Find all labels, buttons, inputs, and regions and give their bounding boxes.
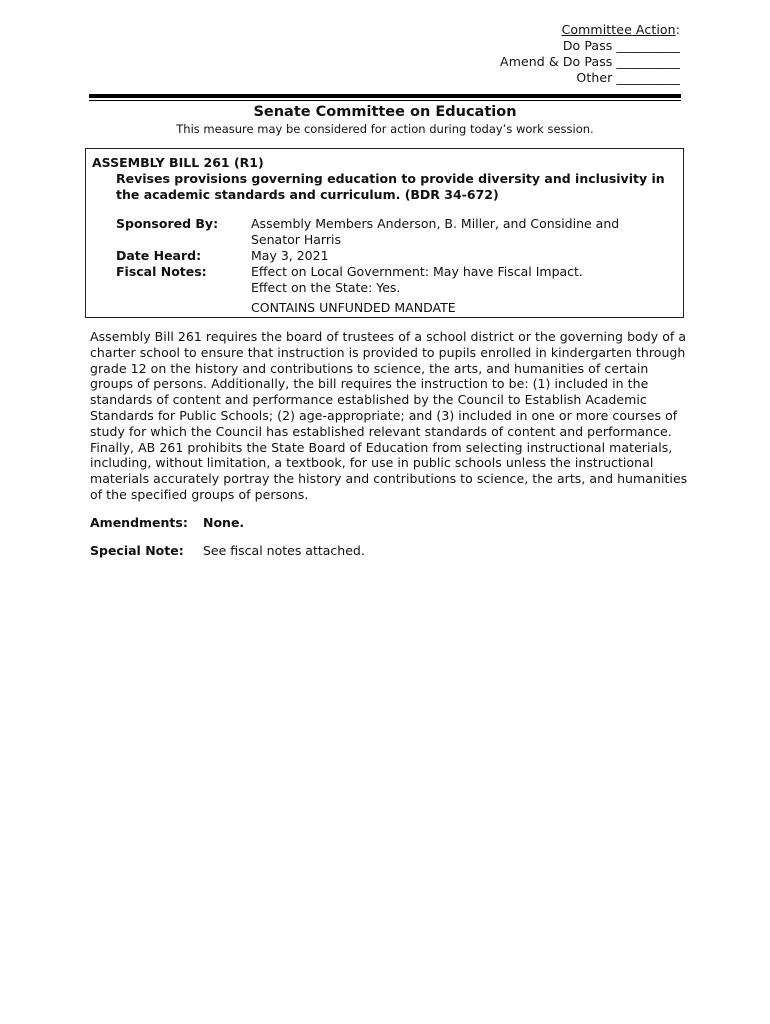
- amendments-label: Amendments:: [90, 515, 188, 530]
- amendments-value: None.: [203, 515, 245, 530]
- bill-number: ASSEMBLY BILL 261 (R1): [92, 155, 264, 170]
- do-pass-line: Do Pass __________: [562, 38, 680, 53]
- special-note-value: See fiscal notes attached.: [203, 543, 365, 558]
- bill-summary: Revises provisions governing education to provide diversity and inclusivity in the academic standards and curriculum. (BDR 34-672): [116, 171, 665, 202]
- sponsored-by-label: Sponsored By:: [116, 216, 219, 231]
- sponsored-by-value: [251, 216, 619, 248]
- date-heard-label: Date Heard:: [116, 248, 202, 263]
- committee-action-heading: [500, 22, 680, 38]
- committee-action-block: [500, 22, 680, 86]
- measure-note: This measure may be considered for action during today’s work session.: [176, 122, 594, 136]
- special-note-label: Special Note:: [90, 543, 184, 558]
- committee-action-title: Committee Action: [561, 22, 676, 37]
- bill-summary-box: [85, 148, 684, 318]
- header-rule-thin: [89, 100, 681, 101]
- amend-do-pass-line: Amend & Do Pass __________: [500, 54, 680, 69]
- unfunded-mandate: CONTAINS UNFUNDED MANDATE: [251, 300, 456, 315]
- header-rule-thick: [89, 94, 681, 98]
- committee-action-colon: :: [675, 22, 680, 37]
- sponsored-by-line-1: Assembly Members Anderson, B. Miller, and Considine and: [251, 216, 620, 231]
- date-heard-value: May 3, 2021: [251, 248, 329, 263]
- bill-description: Assembly Bill 261 requires the board of trustees of a school district or the governing body of a charter school to ensure that instruction is provided to pupils enrolled in kindergarten through grade 12 on the history and contributions to science, the arts, and humanities of certain groups of persons. Additionally, the bill requires the instruction to be: (1) included in the standards of content and performance established by the Council to Establish Academic Standards for Public Schools; (2) age-appropriate; and (3) included in one or more courses of study for which the Council has established relevant standards of content and performance. Finally, AB 261 prohibits the State Board of Education from selecting instructional materials, including, without limitation, a textbook, for use in public schools unless the instructional materials accurately portray the history and contributions to science, the arts, and humanities of the specified groups of persons.: [90, 329, 688, 502]
- fiscal-state-effect: Effect on the State: Yes.: [251, 280, 401, 295]
- fiscal-local-effect: Effect on Local Government: May have Fiscal Impact.: [251, 264, 583, 279]
- fiscal-notes-value: [251, 264, 583, 296]
- sponsored-by-line-2: Senator Harris: [251, 232, 341, 247]
- other-line: Other __________: [576, 70, 680, 85]
- committee-name: Senate Committee on Education: [253, 104, 517, 120]
- fiscal-notes-label: Fiscal Notes:: [116, 264, 207, 279]
- header-rule: [89, 94, 681, 101]
